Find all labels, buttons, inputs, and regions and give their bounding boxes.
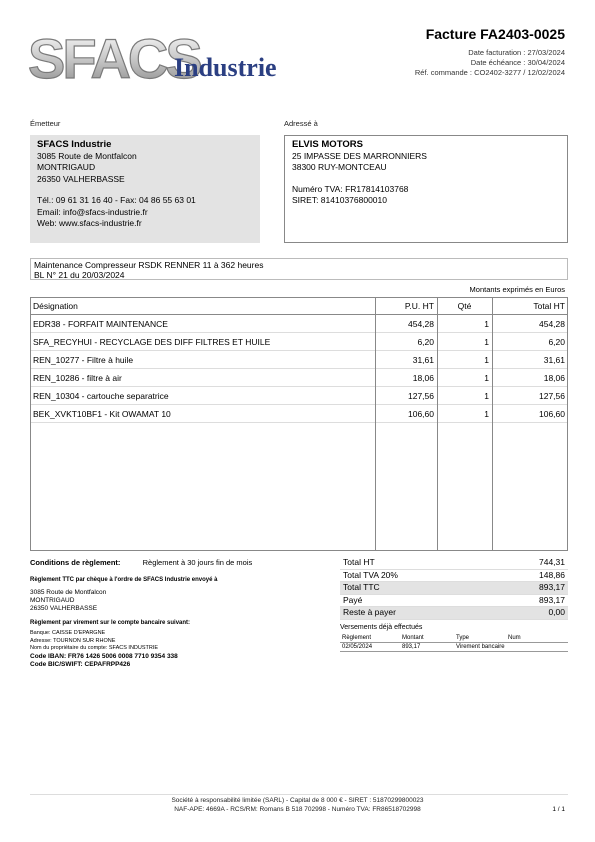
total-value: 148,86: [539, 569, 565, 580]
cell-qte: 1: [437, 387, 492, 405]
recipient-box: [284, 135, 568, 243]
invoice-subject: [30, 258, 568, 280]
conditions-label: Conditions de règlement:: [30, 558, 121, 567]
column-divider: [437, 297, 438, 551]
cell-designation: EDR38 - FORFAIT MAINTENANCE: [30, 315, 375, 333]
cheque-address-1: 3085 Route de Montfalcon: [30, 589, 107, 596]
total-label: Total TTC: [343, 582, 380, 592]
total-label: Total HT: [343, 557, 375, 567]
cheque-title: Règlement TTC par chèque à l'ordre de SFACS Industrie envoyé à: [30, 577, 218, 583]
iban-code: Code IBAN: FR76 1426 5006 0008 7710 9354 338: [30, 652, 178, 660]
sender-phone: Tél.: 09 61 31 16 40 - Fax: 04 86 55 63 01: [37, 195, 196, 205]
cell-pu: 127,56: [375, 387, 437, 405]
page-number: 1 / 1: [552, 806, 565, 813]
virement-title: Règlement par virement sur le compte bancaire suivant:: [30, 620, 191, 626]
total-row: [340, 557, 568, 570]
cell-total: 454,28: [492, 315, 568, 333]
cell-total: 127,56: [492, 387, 568, 405]
cell-qte: 1: [437, 405, 492, 423]
invoice-meta: [415, 48, 565, 78]
total-row: [340, 607, 568, 620]
table-row: [30, 315, 568, 333]
account-owner: Nom du propriétaire du compte: SFACS INDUSTRIE: [30, 645, 159, 651]
bank-address: Adresse: TOURNON SUR RHONE: [30, 637, 116, 644]
payment-type: Virement bancaire: [456, 644, 505, 650]
table-row: [30, 351, 568, 369]
payment-conditions: [30, 558, 252, 669]
recipient-address-2: 38300 RUY-MONTCEAU: [292, 162, 387, 172]
table-header-row: [30, 298, 568, 315]
total-row: [340, 595, 568, 608]
payment-amount: 893,17: [402, 644, 421, 650]
items-table: [30, 297, 568, 423]
total-label: Payé: [343, 594, 363, 605]
recipient-address-1: 25 IMPASSE DES MARRONNIERS: [292, 150, 427, 161]
sender-address-3: 26350 VALHERBASSE: [37, 173, 125, 184]
payments-made: [340, 624, 568, 652]
header-designation: Désignation: [30, 298, 375, 315]
logo-word: Industrie: [174, 53, 277, 82]
sender-address-2: MONTRIGAUD: [37, 162, 96, 172]
header-total: Total HT: [492, 298, 568, 315]
subject-line-1: Maintenance Compresseur RSDK RENNER 11 à 362 heures: [34, 260, 264, 270]
cheque-address-3: 26350 VALHERBASSE: [30, 605, 98, 612]
payments-title: Versements déjà effectués: [340, 624, 423, 631]
footer-divider: [30, 794, 568, 795]
sender-email: Email: info@sfacs-industrie.fr: [37, 206, 148, 217]
cell-pu: 106,60: [375, 405, 437, 423]
payments-header: Num: [508, 635, 521, 641]
date-facturation: Date facturation : 27/03/2024: [468, 48, 565, 57]
cell-total: 106,60: [492, 405, 568, 423]
cell-pu: 31,61: [375, 351, 437, 369]
sender-label: Émetteur: [30, 119, 61, 128]
invoice-title: Facture FA2403-0025: [425, 26, 565, 42]
payments-row: [340, 643, 568, 652]
recipient-tva: Numéro TVA: FR17814103768: [292, 183, 409, 194]
cell-total: 31,61: [492, 351, 568, 369]
recipient-label: Adressé à: [284, 119, 318, 128]
total-value: 744,31: [539, 557, 565, 567]
logo-mark: SFACS: [28, 30, 200, 88]
cell-total: 18,06: [492, 369, 568, 387]
total-row: [340, 570, 568, 583]
ref-commande: Réf. commande : CO2402-3277 / 12/02/2024: [414, 68, 565, 77]
bic-code: Code BIC/SWIFT: CEPAFRPP426: [30, 660, 131, 668]
cell-designation: SFA_RECYHUI - RECYCLAGE DES DIFF FILTRES ET HUILE: [30, 333, 375, 351]
subject-line-2: BL N° 21 du 20/03/2024: [34, 270, 125, 280]
sender-web: Web: www.sfacs-industrie.fr: [37, 218, 142, 228]
cell-total: 6,20: [492, 333, 568, 351]
sender-box: [30, 135, 260, 243]
cell-qte: 1: [437, 369, 492, 387]
header-pu: P.U. HT: [375, 298, 437, 315]
cheque-address-2: MONTRIGAUD: [30, 597, 75, 604]
table-row: [30, 387, 568, 405]
footer: [0, 796, 595, 814]
footer-line-2: NAF-APE: 4669A - RCS/RM: Romans B 518 702998 - Numéro TVA: FR86518702998: [174, 806, 421, 813]
recipient-name: ELVIS MOTORS: [292, 139, 363, 150]
cell-pu: 18,06: [375, 369, 437, 387]
totals-box: [340, 557, 568, 620]
cell-qte: 1: [437, 333, 492, 351]
header-qte: Qté: [437, 298, 492, 315]
table-row: [30, 333, 568, 351]
footer-line-1: Société à responsabilité limitée (SARL) - Capital de 8 000 € - SIRET : 51870299800023: [171, 797, 424, 804]
payments-header: Type: [456, 635, 470, 641]
recipient-siret: SIRET: 81410376800010: [292, 195, 387, 205]
cell-designation: BEK_XVKT10BF1 - Kit OWAMAT 10: [30, 405, 375, 423]
payments-header: Règlement: [342, 635, 372, 641]
cell-qte: 1: [437, 351, 492, 369]
cell-pu: 6,20: [375, 333, 437, 351]
sender-name: SFACS Industrie: [37, 139, 112, 150]
payments-header-row: [340, 634, 568, 643]
total-value: 893,17: [539, 582, 565, 592]
total-label: Total TVA 20%: [343, 569, 398, 580]
company-logo: [28, 30, 288, 88]
total-value: 0,00: [548, 607, 565, 617]
total-value: 893,17: [539, 594, 565, 605]
total-label: Reste à payer: [343, 607, 396, 617]
conditions-value: Règlement à 30 jours fin de mois: [142, 558, 253, 567]
cell-designation: REN_10304 - cartouche separatrice: [30, 387, 375, 405]
currency-note: Montants exprimés en Euros: [469, 285, 565, 294]
cell-designation: REN_10277 - Filtre à huile: [30, 351, 375, 369]
cell-qte: 1: [437, 315, 492, 333]
table-row: [30, 369, 568, 387]
payment-num: [536, 643, 556, 651]
column-divider: [375, 297, 376, 551]
payments-header: Montant: [402, 635, 424, 641]
bank-name: Banque: CAISSE D'EPARGNE: [30, 630, 106, 636]
table-row: [30, 405, 568, 423]
total-row: [340, 582, 568, 595]
sender-address-1: 3085 Route de Montfalcon: [37, 150, 137, 161]
date-echeance: Date échéance : 30/04/2024: [470, 58, 565, 67]
payment-date: 02/05/2024: [342, 644, 373, 650]
cell-pu: 454,28: [375, 315, 437, 333]
column-divider: [492, 297, 493, 551]
cell-designation: REN_10286 - filtre à air: [30, 369, 375, 387]
